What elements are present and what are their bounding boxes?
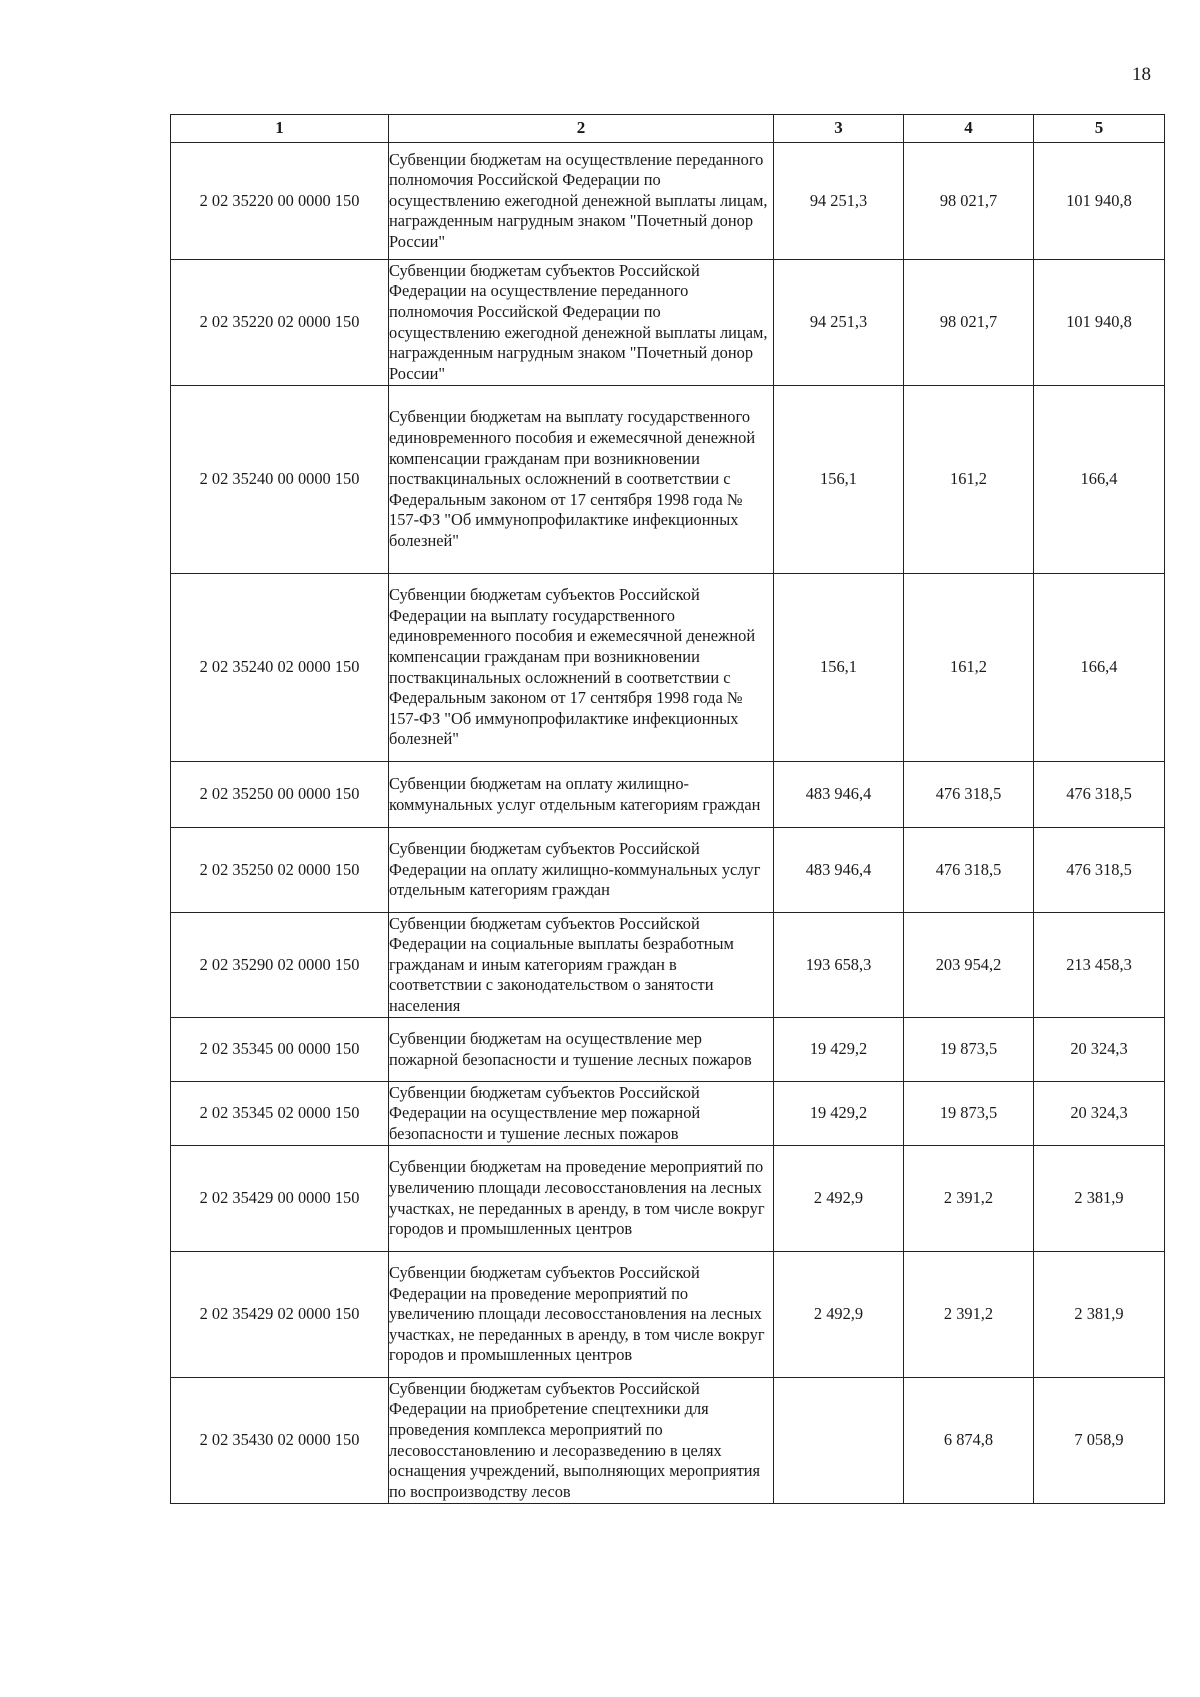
column-header-2: 2 — [389, 115, 774, 143]
amount-col4-cell: 476 318,5 — [904, 762, 1034, 828]
amount-col3-cell: 193 658,3 — [774, 913, 904, 1018]
amount-col5-cell: 101 940,8 — [1034, 260, 1165, 386]
amount-col4-cell: 19 873,5 — [904, 1082, 1034, 1146]
amount-col4-cell: 98 021,7 — [904, 143, 1034, 260]
table-row — [171, 913, 1165, 1018]
budget-code-cell: 2 02 35345 02 0000 150 — [171, 1082, 389, 1146]
description-cell: Субвенции бюджетам на осуществление мер пожарной безопасности и тушение лесных пожаров — [389, 1018, 774, 1082]
description-cell: Субвенции бюджетам на оплату жилищно-коммунальных услуг отдельным категориям граждан — [389, 762, 774, 828]
budget-code-cell: 2 02 35250 00 0000 150 — [171, 762, 389, 828]
table-row — [171, 762, 1165, 828]
amount-col4-cell: 98 021,7 — [904, 260, 1034, 386]
description-cell: Субвенции бюджетам субъектов Российской Федерации на осуществление переданного полномочия Российской Федерации по осуществлению ежегодной денежной выплаты лицам, награжденным нагрудным знаком "Почетный донор России" — [389, 260, 774, 386]
amount-col5-cell: 2 381,9 — [1034, 1252, 1165, 1378]
amount-col5-cell: 20 324,3 — [1034, 1018, 1165, 1082]
budget-code-cell: 2 02 35430 02 0000 150 — [171, 1378, 389, 1504]
amount-col5-cell: 213 458,3 — [1034, 913, 1165, 1018]
amount-col4-cell: 203 954,2 — [904, 913, 1034, 1018]
page-number: 18 — [1132, 64, 1151, 85]
amount-col4-cell: 19 873,5 — [904, 1018, 1034, 1082]
table-row — [171, 1082, 1165, 1146]
budget-code-cell: 2 02 35429 00 0000 150 — [171, 1146, 389, 1252]
amount-col3-cell: 94 251,3 — [774, 260, 904, 386]
description-cell: Субвенции бюджетам субъектов Российской Федерации на проведение мероприятий по увеличению площади лесовосстановления на лесных участках, не переданных в аренду, в том числе вокруг городов и промышленных центров — [389, 1252, 774, 1378]
table-row — [171, 143, 1165, 260]
budget-table — [170, 114, 1165, 1504]
column-header-4: 4 — [904, 115, 1034, 143]
column-header-3: 3 — [774, 115, 904, 143]
amount-col3-cell: 483 946,4 — [774, 828, 904, 913]
table-row — [171, 260, 1165, 386]
budget-code-cell: 2 02 35240 00 0000 150 — [171, 386, 389, 574]
description-cell: Субвенции бюджетам субъектов Российской Федерации на выплату государственного единовременного пособия и ежемесячной денежной компенсации гражданам при возникновении поствакцинальных осложнений в соответствии с Федеральным законом от 17 сентября 1998 года № 157-ФЗ "Об иммунопрофилактике инфекционных болезней" — [389, 574, 774, 762]
amount-col4-cell: 161,2 — [904, 386, 1034, 574]
amount-col3-cell: 156,1 — [774, 574, 904, 762]
amount-col5-cell: 2 381,9 — [1034, 1146, 1165, 1252]
column-header-5: 5 — [1034, 115, 1165, 143]
amount-col5-cell: 101 940,8 — [1034, 143, 1165, 260]
amount-col5-cell: 166,4 — [1034, 574, 1165, 762]
table-row — [171, 1378, 1165, 1504]
budget-code-cell: 2 02 35220 02 0000 150 — [171, 260, 389, 386]
amount-col3-cell — [774, 1378, 904, 1504]
amount-col3-cell: 156,1 — [774, 386, 904, 574]
description-cell: Субвенции бюджетам на осуществление переданного полномочия Российской Федерации по осуществлению ежегодной денежной выплаты лицам, награжденным нагрудным знаком "Почетный донор России" — [389, 143, 774, 260]
amount-col3-cell: 19 429,2 — [774, 1082, 904, 1146]
description-cell: Субвенции бюджетам на выплату государственного единовременного пособия и ежемесячной денежной компенсации гражданам при возникновении поствакцинальных осложнений в соответствии с Федеральным законом от 17 сентября 1998 года № 157-ФЗ "Об иммунопрофилактике инфекционных болезней" — [389, 386, 774, 574]
amount-col5-cell: 476 318,5 — [1034, 762, 1165, 828]
amount-col3-cell: 94 251,3 — [774, 143, 904, 260]
table-row — [171, 1146, 1165, 1252]
amount-col4-cell: 6 874,8 — [904, 1378, 1034, 1504]
amount-col3-cell: 19 429,2 — [774, 1018, 904, 1082]
budget-code-cell: 2 02 35250 02 0000 150 — [171, 828, 389, 913]
table-row — [171, 386, 1165, 574]
amount-col3-cell: 2 492,9 — [774, 1252, 904, 1378]
amount-col4-cell: 2 391,2 — [904, 1146, 1034, 1252]
description-cell: Субвенции бюджетам субъектов Российской Федерации на осуществление мер пожарной безопасности и тушение лесных пожаров — [389, 1082, 774, 1146]
description-cell: Субвенции бюджетам субъектов Российской Федерации на оплату жилищно-коммунальных услуг отдельным категориям граждан — [389, 828, 774, 913]
description-cell: Субвенции бюджетам субъектов Российской Федерации на приобретение спецтехники для проведения комплекса мероприятий по лесовосстановлению и лесоразведению в целях оснащения учреждений, выполняющих мероприятия по воспроизводству лесов — [389, 1378, 774, 1504]
table-body — [171, 143, 1165, 1504]
amount-col5-cell: 476 318,5 — [1034, 828, 1165, 913]
amount-col4-cell: 2 391,2 — [904, 1252, 1034, 1378]
table-row — [171, 1252, 1165, 1378]
amount-col4-cell: 161,2 — [904, 574, 1034, 762]
column-header-1: 1 — [171, 115, 389, 143]
budget-code-cell: 2 02 35240 02 0000 150 — [171, 574, 389, 762]
budget-code-cell: 2 02 35290 02 0000 150 — [171, 913, 389, 1018]
amount-col5-cell: 166,4 — [1034, 386, 1165, 574]
amount-col5-cell: 20 324,3 — [1034, 1082, 1165, 1146]
budget-code-cell: 2 02 35220 00 0000 150 — [171, 143, 389, 260]
table-row — [171, 574, 1165, 762]
description-cell: Субвенции бюджетам на проведение мероприятий по увеличению площади лесовосстановления на лесных участках, не переданных в аренду, в том числе вокруг городов и промышленных центров — [389, 1146, 774, 1252]
header-row — [171, 115, 1165, 143]
table-row — [171, 1018, 1165, 1082]
table-row — [171, 828, 1165, 913]
amount-col3-cell: 2 492,9 — [774, 1146, 904, 1252]
amount-col4-cell: 476 318,5 — [904, 828, 1034, 913]
amount-col5-cell: 7 058,9 — [1034, 1378, 1165, 1504]
description-cell: Субвенции бюджетам субъектов Российской Федерации на социальные выплаты безработным гражданам и иным категориям граждан в соответствии с законодательством о занятости населения — [389, 913, 774, 1018]
amount-col3-cell: 483 946,4 — [774, 762, 904, 828]
budget-code-cell: 2 02 35429 02 0000 150 — [171, 1252, 389, 1378]
table-header — [171, 115, 1165, 143]
budget-code-cell: 2 02 35345 00 0000 150 — [171, 1018, 389, 1082]
